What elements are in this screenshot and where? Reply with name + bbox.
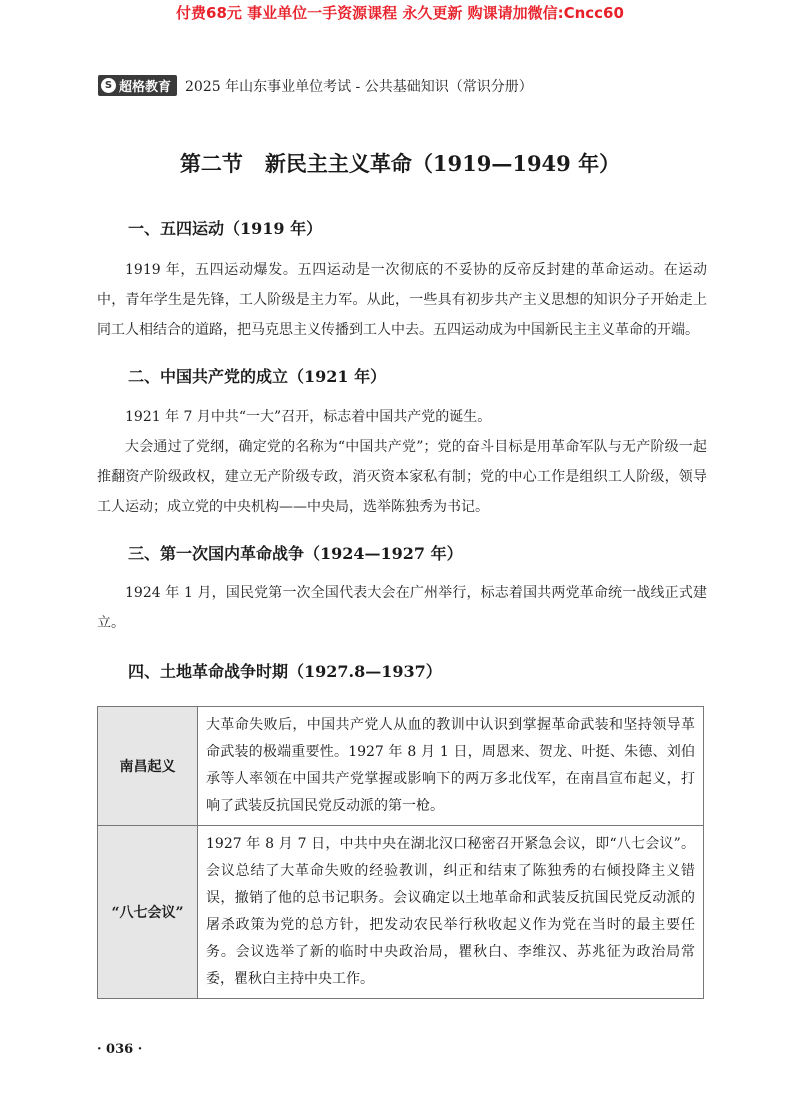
watermark-banner: 付费68元 事业单位一手资源课程 永久更新 购课请加微信:Cncc60 [176, 4, 624, 22]
book-title: 2025 年山东事业单位考试 - 公共基础知识（常识分册） [185, 78, 533, 95]
brand-logo [98, 75, 177, 96]
row-content: 大革命失败后，中国共产党人从血的教训中认识到掌握革命武装和坚持领导革命武装的极端重要性。1927 年 8 月 1 日，周恩来、贺龙、叶挺、朱德、刘伯承等人率领在中国共产党掌握或影响下的两万多北伐军，在南昌宣布起义，打响了武装反抗国民党反动派的第一枪。 [198, 707, 704, 826]
logo-text: 超格教育 [119, 80, 172, 95]
section-number: 第二节 [179, 151, 243, 176]
row-label: 南昌起义 [98, 707, 198, 826]
table-row [98, 707, 704, 826]
paragraph: 1924 年 1 月，国民党第一次全国代表大会在广州举行，标志着国共两党革命统一战线正式建立。 [97, 585, 707, 631]
page-header [98, 75, 533, 96]
heading-may-fourth: 一、五四运动（1919 年） [128, 219, 323, 238]
row-content: 1927 年 8 月 7 日，中共中央在湖北汉口秘密召开紧急会议，即“八七会议”。会议总结了大革命失败的经验教训，纠正和结束了陈独秀的右倾投降主义错误，撤销了他的总书记职务。会议确定以土地革命和武装反抗国民党反动派的屠杀政策为党的总方针，把发动农民举行秋收起义作为党在当时的最主要任务。会议选举了新的临时中央政治局，瞿秋白、李维汉、苏兆征为政治局常委，瞿秋白主持中央工作。 [198, 826, 704, 999]
paragraph: 1919 年，五四运动爆发。五四运动是一次彻底的不妥协的反帝反封建的革命运动。在运动中，青年学生是先锋，工人阶级是主力军。从此，一些具有初步共产主义思想的知识分子开始走上同工人相结合的道路，把马克思主义传播到工人中去。五四运动成为中国新民主主义革命的开端。 [97, 262, 707, 338]
section-name: 新民主主义革命（1919—1949 年） [264, 151, 621, 176]
events-table [97, 706, 704, 999]
section-title [0, 148, 800, 178]
logo-icon: S [101, 78, 116, 93]
paragraph: 1921 年 7 月中共“一大”召开，标志着中国共产党的诞生。 [125, 409, 492, 425]
row-label: “八七会议” [98, 826, 198, 999]
table-row [98, 826, 704, 999]
heading-agrarian-revolution: 四、土地革命战争时期（1927.8—1937） [128, 662, 442, 681]
heading-cpc-founding: 二、中国共产党的成立（1921 年） [128, 367, 387, 386]
page-number: · 036 · [97, 1042, 143, 1057]
heading-first-civil-war: 三、第一次国内革命战争（1924—1927 年） [128, 544, 463, 563]
paragraph: 大会通过了党纲，确定党的名称为“中国共产党”；党的奋斗目标是用革命军队与无产阶级一起推翻资产阶级政权，建立无产阶级专政，消灭资本家私有制；党的中心工作是组织工人阶级，领导工人运动；成立党的中央机构——中央局，选举陈独秀为书记。 [97, 439, 707, 515]
